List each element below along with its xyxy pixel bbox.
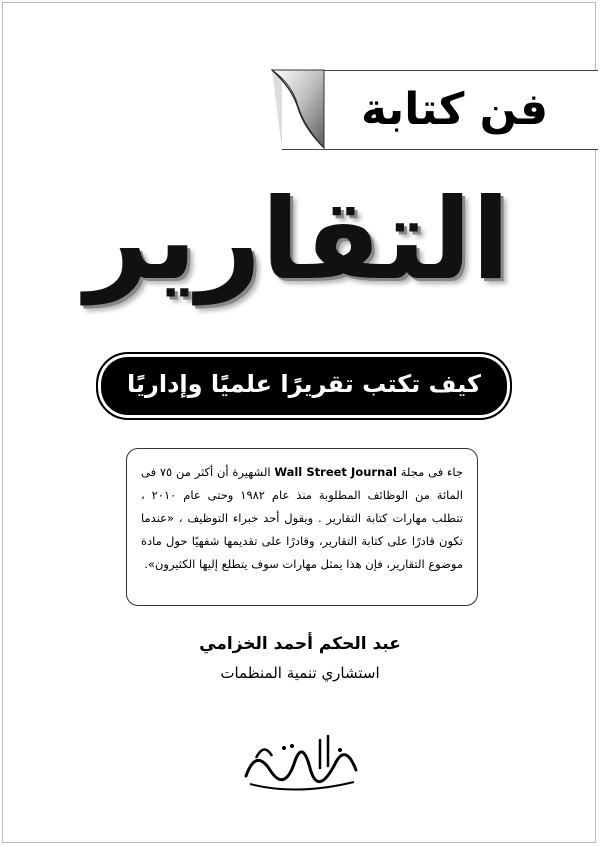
main-title: التقارير	[84, 175, 510, 305]
author-role: استشاري تنمية المنظمات	[220, 664, 380, 682]
quote-box	[126, 448, 478, 606]
page-curl-icon	[268, 66, 328, 152]
subtitle-banner: كيف تكتب تقريرًا علميًا وإداريًا ومهنيًا بنجاح؟	[96, 352, 512, 420]
quote-source: Wall Street Journal	[274, 465, 397, 479]
small-title: فن كتابة	[361, 84, 548, 135]
author-name: عبد الحكم أحمد الخزامي	[199, 634, 401, 654]
quote-text-after: الشهيرة أن أكثر من ٧٥ فى المائة من الوظائف المطلوبة منذ عام ١٩٨٢ وحتى عام ٢٠١٠ ، تتطلب مهارات كتابة التقارير . ويقول أحد خبراء التوظيف ، «عندما تكون قادرًا على كتابة التقارير، وقادرًا على تقديمها شفهيًا حول مادة موضوع التقارير، فإن هذا يمثل مهارات سوف يتطلع إليها الكثيرون».	[141, 465, 463, 571]
publisher-logo-icon	[236, 718, 366, 798]
quote-text-before: جاء فى مجلة	[396, 465, 463, 479]
